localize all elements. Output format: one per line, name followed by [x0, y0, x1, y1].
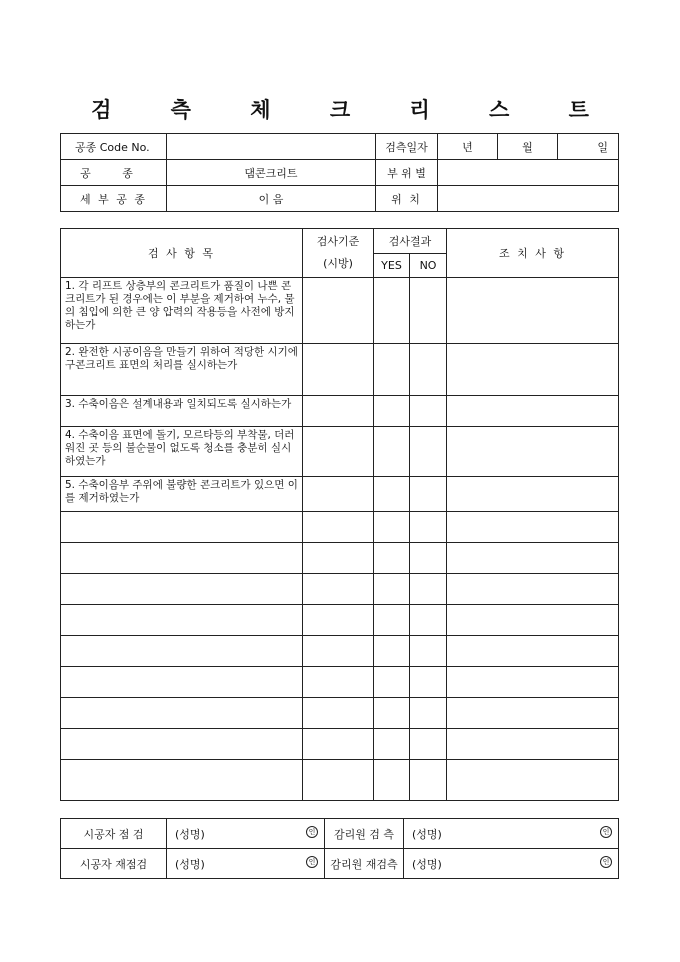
inspection-item-4: 4. 수축이음 표면에 돌기, 모르타등의 부착물, 더러워진 곳 등의 불순물이 없도록 청소를 충분히 실시하였는가 [61, 427, 303, 477]
item-cell[interactable] [61, 512, 303, 543]
date-year[interactable]: 년 [438, 134, 498, 160]
inspection-item-5: 5. 수축이음부 주위에 불량한 콘크리트가 있으면 이를 제거하였는가 [61, 477, 303, 512]
action-cell[interactable] [447, 574, 619, 605]
no-cell[interactable] [410, 698, 447, 729]
no-cell[interactable] [410, 605, 447, 636]
checklist-table [60, 228, 619, 801]
part-label: 부 위 별 [376, 160, 438, 186]
action-cell[interactable] [447, 729, 619, 760]
yes-cell[interactable] [374, 427, 410, 477]
standard-cell[interactable] [303, 760, 374, 801]
contractor-check-label: 시공자 점 검 [61, 819, 167, 849]
no-cell[interactable] [410, 344, 447, 396]
yes-cell[interactable] [374, 760, 410, 801]
contractor-recheck-name[interactable] [167, 849, 325, 879]
standard-cell[interactable] [303, 512, 374, 543]
no-cell[interactable] [410, 636, 447, 667]
date-month[interactable]: 월 [498, 134, 558, 160]
signature-row-1 [61, 819, 619, 849]
table-row [61, 278, 619, 344]
name-placeholder: (성명) [412, 857, 442, 871]
yes-cell[interactable] [374, 605, 410, 636]
seal-icon: 인 [306, 826, 318, 838]
inspection-item-2: 2. 완전한 시공이음을 만들기 위하여 적당한 시기에 구콘크리트 표면의 처리를 실시하는가 [61, 344, 303, 396]
no-cell[interactable] [410, 729, 447, 760]
supervisor-reinspect-label: 감리원 재검측 [325, 849, 404, 879]
col-standard [303, 229, 374, 278]
inspection-item-1: 1. 각 리프트 상층부의 콘크리트가 품질이 나쁜 콘크리트가 된 경우에는 이 부분을 제거하여 누수, 물의 침입에 의한 큰 양 압력의 작용등을 사전에 방지하는가 [61, 278, 303, 344]
yes-cell[interactable] [374, 729, 410, 760]
work-type-label: 공 종 [61, 160, 167, 186]
inspection-date-label: 검측일자 [376, 134, 438, 160]
standard-cell[interactable] [303, 344, 374, 396]
item-cell[interactable] [61, 574, 303, 605]
item-cell[interactable] [61, 543, 303, 574]
item-cell[interactable] [61, 698, 303, 729]
seal-icon: 인 [306, 856, 318, 868]
inspection-item-3: 3. 수축이음은 설계내용과 일치되도록 실시하는가 [61, 396, 303, 427]
action-cell[interactable] [447, 427, 619, 477]
yes-cell[interactable] [374, 477, 410, 512]
action-cell[interactable] [447, 760, 619, 801]
col-standard-line1: 검사기준 [316, 235, 360, 248]
action-cell[interactable] [447, 512, 619, 543]
page-title: 검 측 체 크 리 스 트 [91, 97, 615, 122]
blank-row [61, 698, 619, 729]
supervisor-reinspect-name[interactable] [404, 849, 619, 879]
blank-row [61, 667, 619, 698]
contractor-check-name[interactable] [167, 819, 325, 849]
no-cell[interactable] [410, 760, 447, 801]
yes-cell[interactable] [374, 543, 410, 574]
work-code-value[interactable] [167, 134, 376, 160]
blank-row [61, 574, 619, 605]
standard-cell[interactable] [303, 605, 374, 636]
work-type-value[interactable]: 댐콘크리트 [167, 160, 376, 186]
location-label: 위 치 [376, 186, 438, 212]
col-standard-line2: (시방) [323, 257, 353, 270]
action-cell[interactable] [447, 605, 619, 636]
item-cell[interactable] [61, 729, 303, 760]
no-cell[interactable] [410, 574, 447, 605]
standard-cell[interactable] [303, 396, 374, 427]
name-placeholder: (성명) [412, 827, 442, 841]
col-no: NO [410, 254, 447, 278]
no-cell[interactable] [410, 278, 447, 344]
header-row-detail [61, 186, 619, 212]
signature-table [60, 818, 619, 879]
detail-work-label: 세 부 공 종 [61, 186, 167, 212]
blank-row [61, 512, 619, 543]
supervisor-inspect-name[interactable] [404, 819, 619, 849]
action-cell[interactable] [447, 698, 619, 729]
contractor-recheck-label: 시공자 재점검 [61, 849, 167, 879]
blank-row [61, 729, 619, 760]
standard-cell[interactable] [303, 636, 374, 667]
blank-row [61, 543, 619, 574]
action-cell[interactable] [447, 477, 619, 512]
action-cell[interactable] [447, 344, 619, 396]
header-row-work-type [61, 160, 619, 186]
part-value[interactable] [438, 160, 619, 186]
table-row [61, 427, 619, 477]
blank-row [61, 636, 619, 667]
yes-cell[interactable] [374, 512, 410, 543]
date-day[interactable]: 일 [558, 134, 619, 160]
action-cell[interactable] [447, 396, 619, 427]
blank-row [61, 760, 619, 801]
yes-cell[interactable] [374, 636, 410, 667]
work-code-label: 공종 Code No. [61, 134, 167, 160]
standard-cell[interactable] [303, 477, 374, 512]
signature-row-2 [61, 849, 619, 879]
blank-row [61, 605, 619, 636]
checklist-header-row [61, 229, 619, 254]
no-cell[interactable] [410, 667, 447, 698]
item-cell[interactable] [61, 760, 303, 801]
no-cell[interactable] [410, 427, 447, 477]
location-value[interactable] [438, 186, 619, 212]
col-action: 조 치 사 항 [447, 229, 619, 278]
action-cell[interactable] [447, 543, 619, 574]
col-yes: YES [374, 254, 410, 278]
table-row [61, 344, 619, 396]
no-cell[interactable] [410, 477, 447, 512]
seal-icon: 인 [600, 856, 612, 868]
action-cell[interactable] [447, 278, 619, 344]
no-cell[interactable] [410, 396, 447, 427]
standard-cell[interactable] [303, 574, 374, 605]
detail-work-value[interactable]: 이 음 [167, 186, 376, 212]
yes-cell[interactable] [374, 396, 410, 427]
header-row-code [61, 134, 619, 160]
item-cell[interactable] [61, 667, 303, 698]
no-cell[interactable] [410, 543, 447, 574]
yes-cell[interactable] [374, 278, 410, 344]
name-placeholder: (성명) [175, 857, 205, 871]
standard-cell[interactable] [303, 729, 374, 760]
yes-cell[interactable] [374, 698, 410, 729]
col-result: 검사결과 [374, 229, 447, 254]
action-cell[interactable] [447, 667, 619, 698]
standard-cell[interactable] [303, 278, 374, 344]
standard-cell[interactable] [303, 698, 374, 729]
standard-cell[interactable] [303, 667, 374, 698]
table-row [61, 477, 619, 512]
header-info-table [60, 133, 619, 212]
supervisor-inspect-label: 감리원 검 측 [325, 819, 404, 849]
name-placeholder: (성명) [175, 827, 205, 841]
yes-cell[interactable] [374, 667, 410, 698]
standard-cell[interactable] [303, 427, 374, 477]
standard-cell[interactable] [303, 543, 374, 574]
table-row [61, 396, 619, 427]
yes-cell[interactable] [374, 344, 410, 396]
item-cell[interactable] [61, 636, 303, 667]
item-cell[interactable] [61, 605, 303, 636]
no-cell[interactable] [410, 512, 447, 543]
col-inspection-item: 검 사 항 목 [61, 229, 303, 278]
seal-icon: 인 [600, 826, 612, 838]
action-cell[interactable] [447, 636, 619, 667]
yes-cell[interactable] [374, 574, 410, 605]
